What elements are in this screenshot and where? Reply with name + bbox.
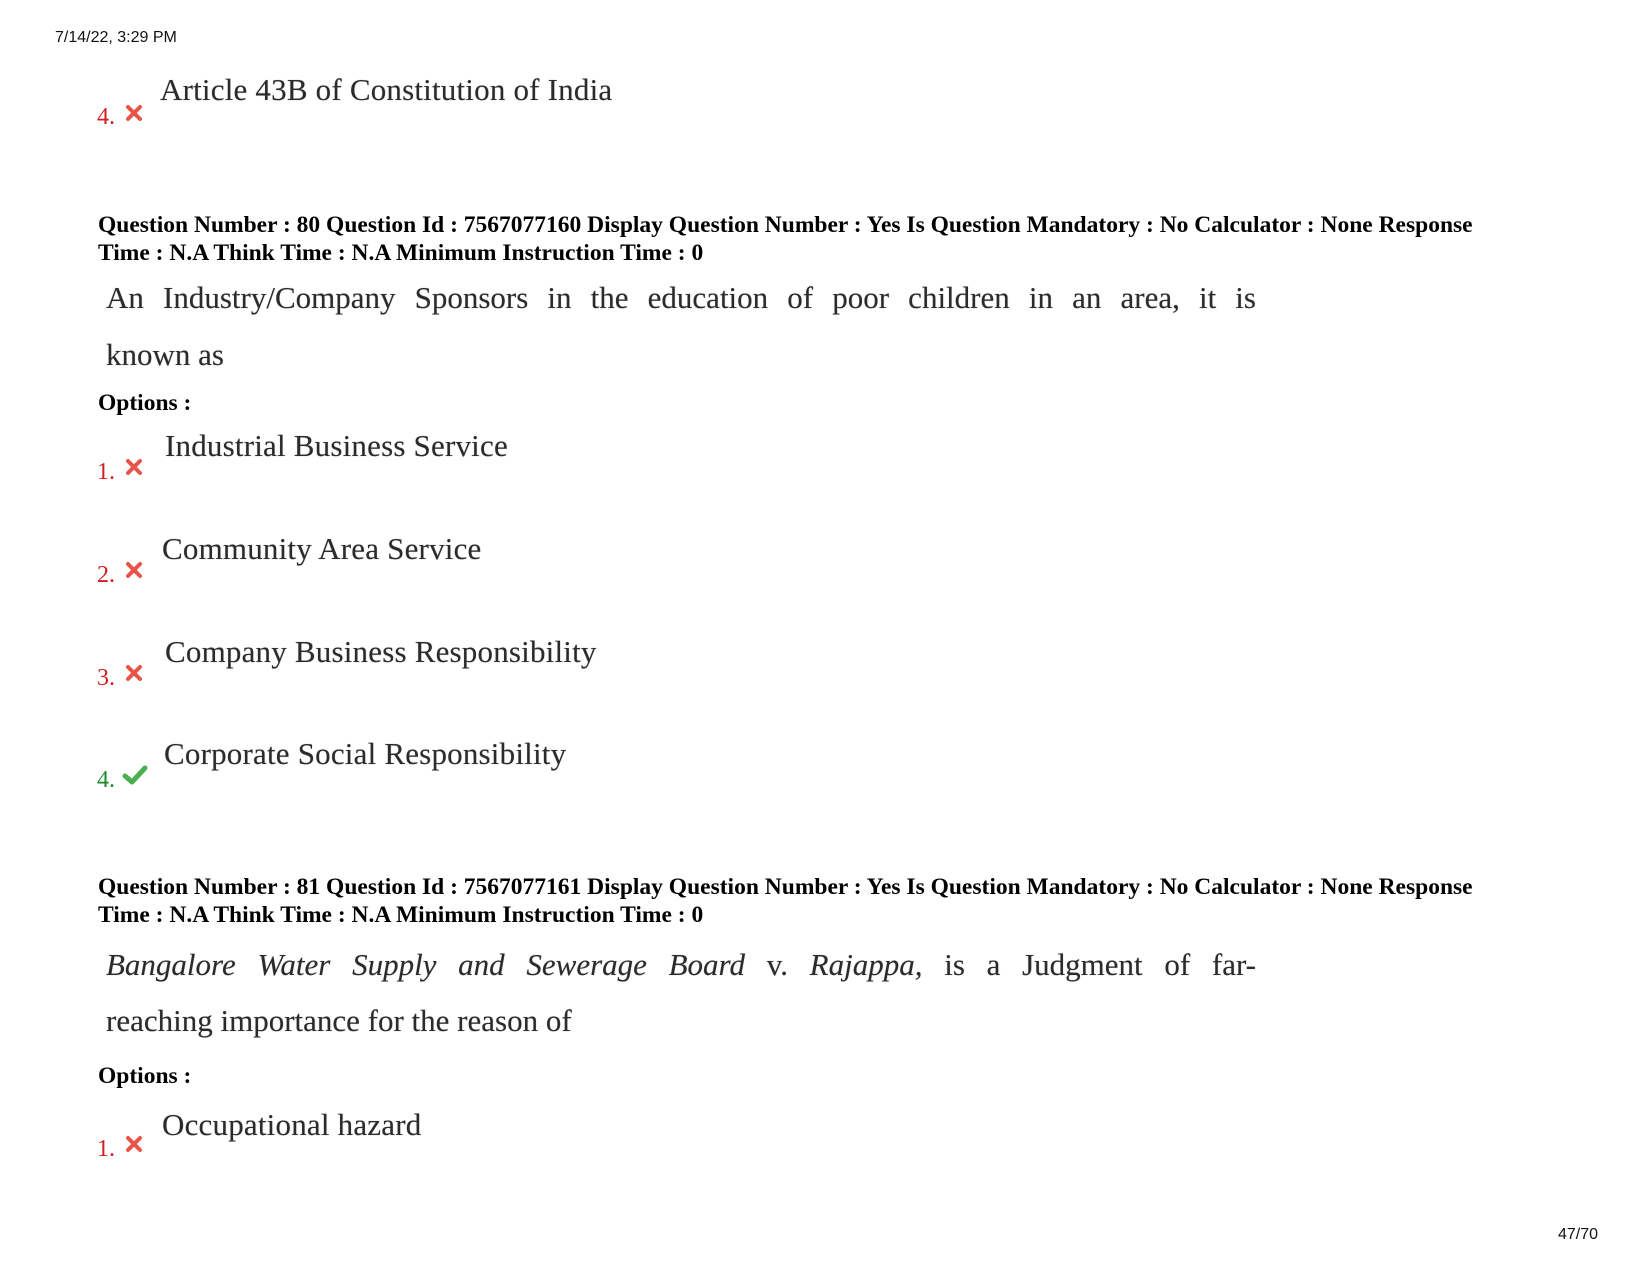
option-number: 4. [97, 104, 115, 130]
option-text: Corporate Social Responsibility [164, 736, 567, 771]
option-text: Industrial Business Service [165, 428, 508, 463]
question-80-meta [98, 211, 1618, 267]
question-meta-line: Question Number : 80 Question Id : 7567077160 Display Question Number : Yes Is Question Mandatory : No Calculator : None Response [98, 212, 1473, 238]
option-number: 1. [97, 459, 115, 485]
question-81-text-line: reaching importance for the reason of [106, 1003, 572, 1038]
page-number: 47/70 [1558, 1226, 1599, 1243]
versus: v. [766, 947, 788, 982]
question-meta-line: Time : N.A Think Time : N.A Minimum Instruction Time : 0 [98, 240, 704, 266]
question-80-text-line: known as [106, 337, 224, 372]
options-label: Options : [98, 1063, 192, 1089]
option-number: 3. [97, 665, 115, 691]
option-text: Article 43B of Constitution of India [160, 72, 613, 107]
print-timestamp: 7/14/22, 3:29 PM [55, 29, 177, 46]
case-party: Rajappa, [809, 947, 923, 982]
options-label: Options : [98, 390, 192, 416]
cross-icon [124, 457, 144, 477]
option-text: Company Business Responsibility [165, 634, 597, 669]
option-text: Occupational hazard [162, 1107, 422, 1142]
question-80-text-line: An Industry/Company Sponsors in the education of poor children in an area, it is [106, 280, 1256, 315]
cross-icon [124, 663, 144, 683]
option-number: 1. [97, 1136, 115, 1162]
cross-icon [124, 103, 144, 123]
cross-icon [124, 560, 144, 580]
question-meta-line: Time : N.A Think Time : N.A Minimum Instruction Time : 0 [98, 902, 704, 928]
case-name: Bangalore Water Supply and Sewerage Board [106, 947, 745, 982]
question-81-meta [98, 873, 1618, 929]
question-text-rest: is a Judgment of far- [944, 947, 1256, 982]
option-number: 4. [97, 767, 115, 793]
option-text: Community Area Service [162, 531, 482, 566]
cross-icon [124, 1134, 144, 1154]
question-81-text-line [106, 947, 1256, 983]
check-icon [122, 764, 148, 786]
option-number: 2. [97, 562, 115, 588]
question-meta-line: Question Number : 81 Question Id : 7567077161 Display Question Number : Yes Is Question Mandatory : No Calculator : None Response [98, 874, 1473, 900]
